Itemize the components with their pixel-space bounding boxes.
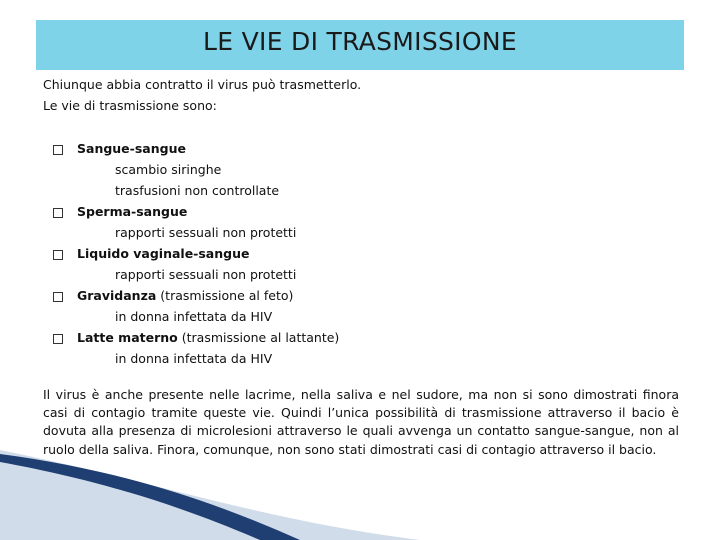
item-heading: Sperma-sangue	[77, 204, 188, 219]
paragraph-line: ruolo della saliva. Finora, comunque, non sono stati dimostrati casi di contagio attraverso il bacio.	[43, 441, 657, 457]
item-heading: Latte materno	[77, 330, 178, 345]
paragraph-line: casi di contagio tramite queste vie. Quindi l’unica possibilità di trasmissione attraverso il bacio è	[43, 405, 679, 421]
slide-title: LE VIE DI TRASMISSIONE	[203, 27, 517, 56]
intro-line-1: Chiunque abbia contratto il virus può trasmetterlo.	[43, 77, 362, 92]
item-heading: Sangue-sangue	[77, 141, 186, 156]
swoosh-light	[0, 450, 420, 540]
square-bullet-icon	[53, 334, 63, 344]
list-item	[53, 285, 693, 327]
paragraph-line: Il virus è anche presente nelle lacrime, nella saliva e nel sudore, ma non si sono dimostrati finora	[43, 387, 679, 402]
item-note: (trasmissione al lattante)	[181, 330, 340, 345]
list-item	[53, 138, 693, 201]
square-bullet-icon	[53, 208, 63, 218]
intro-line-2: Le vie di trasmissione sono:	[43, 98, 217, 113]
item-note: (trasmissione al feto)	[160, 288, 294, 303]
item-heading: Gravidanza	[77, 288, 157, 303]
item-detail: trasfusioni non controllate	[115, 183, 280, 198]
list-item	[53, 201, 693, 243]
square-bullet-icon	[53, 292, 63, 302]
item-heading: Liquido vaginale-sangue	[77, 246, 250, 261]
title-bar	[36, 20, 684, 70]
paragraph-line: dovuta alla presenza di microlesioni attraverso le quali avvenga un contatto sangue-sangue, non al	[43, 423, 679, 439]
item-detail: rapporti sessuali non protetti	[115, 225, 297, 240]
square-bullet-icon	[53, 145, 63, 155]
item-detail: rapporti sessuali non protetti	[115, 267, 297, 282]
square-bullet-icon	[53, 250, 63, 260]
list-item	[53, 327, 693, 369]
decorative-swoosh	[0, 440, 720, 540]
transmission-list	[53, 138, 693, 369]
list-item	[53, 243, 693, 285]
item-detail: scambio siringhe	[115, 162, 222, 177]
item-detail: in donna infettata da HIV	[115, 309, 273, 324]
item-detail: in donna infettata da HIV	[115, 351, 273, 366]
